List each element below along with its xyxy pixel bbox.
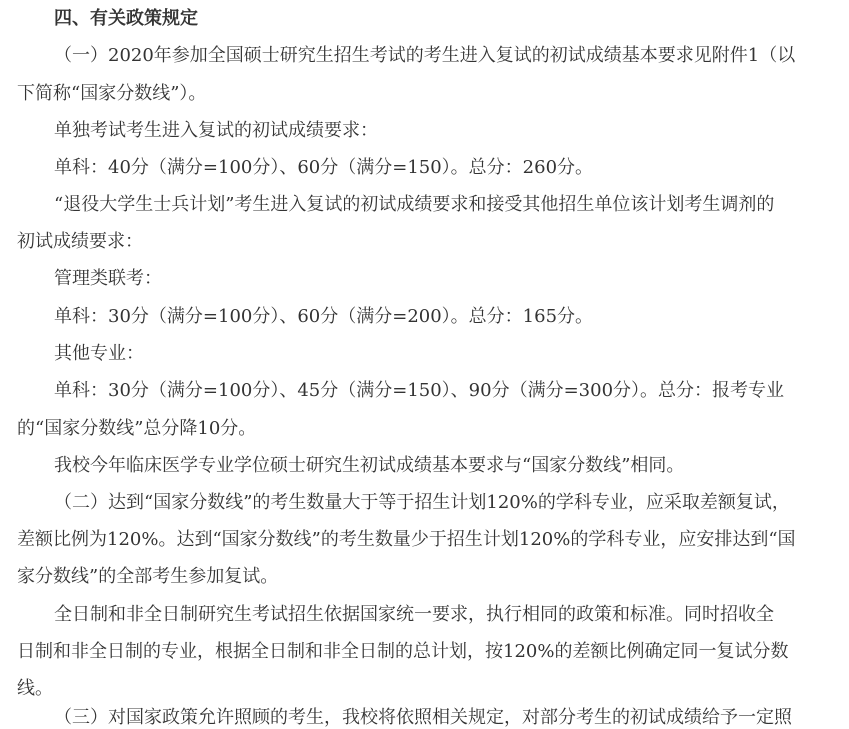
paragraph-line: 线。 — [17, 678, 53, 699]
paragraph-line: 单科：30分（满分=100分）、45分（满分=150）、90分（满分=300分）。总分：报考专业 — [54, 380, 785, 401]
paragraph-line: 单科：30分（满分=100分）、60分（满分=200）。总分：165分。 — [54, 306, 594, 327]
paragraph-line: （一）2020年参加全国硕士研究生招生考试的考生进入复试的初试成绩基本要求见附件1（以 — [54, 45, 796, 66]
paragraph-line: 单科：40分（满分=100分）、60分（满分=150）。总分：260分。 — [54, 157, 594, 178]
paragraph-line: 单独考试考生进入复试的初试成绩要求： — [54, 120, 378, 141]
paragraph-line: 管理类联考： — [54, 268, 162, 289]
paragraph-line: 我校今年临床医学专业学位硕士研究生初试成绩基本要求与“国家分数线”相同。 — [54, 455, 685, 476]
paragraph-line: 其他专业： — [54, 343, 144, 364]
paragraph-line: 下简称“国家分数线”）。 — [17, 83, 207, 104]
paragraph-line: （三）对国家政策允许照顾的考生，我校将依照相关规定，对部分考生的初试成绩给予一定照 — [54, 707, 792, 728]
partial-line-clipped — [17, 707, 849, 728]
paragraph-line: 日制和非全日制的专业，根据全日制和非全日制的总计划，按120%的差额比例确定同一复试分数 — [17, 641, 789, 662]
paragraph-line: （二）达到“国家分数线”的考生数量大于等于招生计划120%的学科专业，应采取差额复试， — [54, 492, 790, 513]
paragraph-line: 初试成绩要求： — [17, 231, 143, 252]
paragraph-line: 的“国家分数线”总分降10分。 — [17, 418, 257, 439]
paragraph-line: 全日制和非全日制研究生考试招生依据国家统一要求，执行相同的政策和标准。同时招收全 — [54, 604, 774, 625]
paragraph-line: “退役大学生士兵计划”考生进入复试的初试成绩要求和接受其他招生单位该计划考生调剂的 — [54, 194, 775, 215]
paragraph-line: 差额比例为120%。达到“国家分数线”的考生数量少于招生计划120%的学科专业，应安排达到“国 — [17, 529, 796, 550]
section-heading: 四、有关政策规定 — [54, 8, 198, 29]
paragraph-line: 家分数线”的全部考生参加复试。 — [17, 566, 279, 587]
